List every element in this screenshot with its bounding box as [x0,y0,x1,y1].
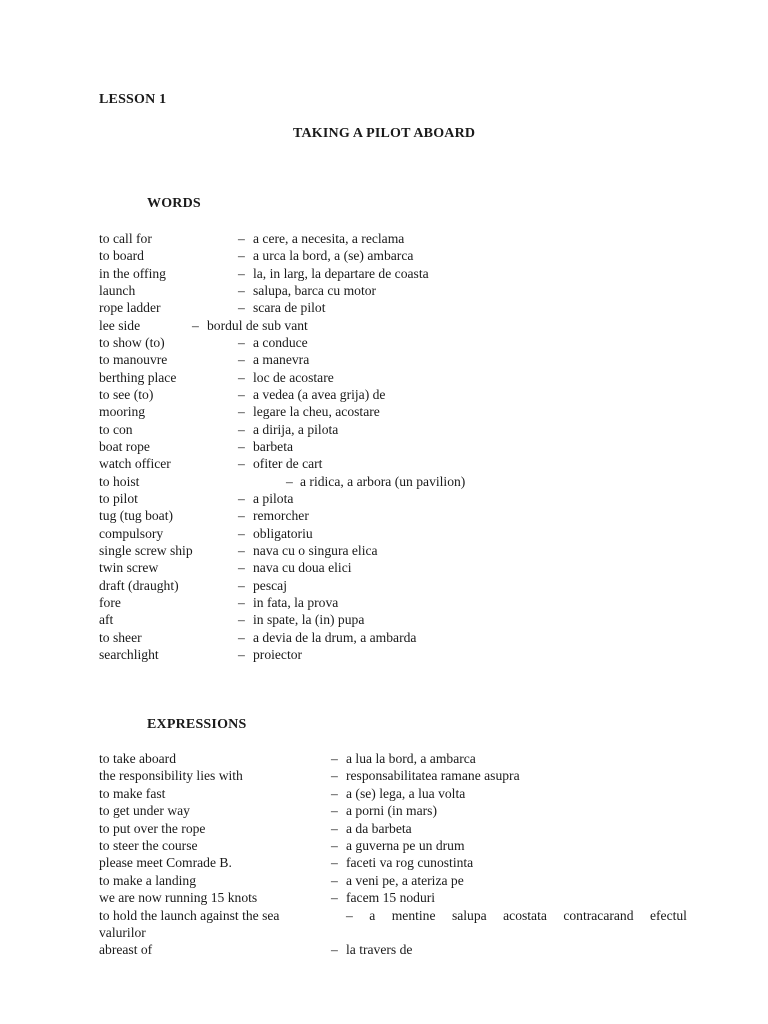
word-term: compulsory [99,525,164,541]
word-term: single screw ship [99,542,193,558]
word-definition: a cere, a necesita, a reclama [253,231,405,246]
word-dash: – [238,490,245,506]
expression-dash: – [331,785,338,801]
word-definition: proiector [253,646,303,662]
word-definition: a conduce [253,334,308,350]
word-row [0,456,768,473]
word-dash: – [238,334,245,350]
expression-dash: – [331,803,338,819]
word-definition: loc de acostare [253,369,334,385]
expression-dash: – [331,838,338,853]
word-term: lee side [99,317,141,333]
expression-dash: – [331,872,338,888]
expression-definition: a guverna pe un drum [346,838,465,853]
word-row [0,318,768,335]
word-definition: in spate, la (in) pupa [253,612,365,628]
document-title: TAKING A PILOT ABOARD [293,126,476,141]
expression-definition: a (se) lega, a lua volta [346,785,466,801]
expression-row [0,768,768,785]
word-definition: a urca la bord, a (se) ambarca [253,248,414,264]
expression-row [0,890,768,907]
word-term: in the offing [99,265,166,281]
expression-term: to hold the launch against the sea [99,907,280,923]
words-heading: WORDS [147,196,201,211]
word-definition: in fata, la prova [253,594,339,610]
word-row [0,335,768,352]
word-dash: – [238,594,245,610]
expression-row [0,786,768,803]
expression-definition-word: a [369,907,376,923]
expression-definition-word: contracarand [563,907,634,923]
expression-row [0,838,768,855]
word-definition: obligatoriu [253,525,313,541]
expression-definition: faceti va rog cunostinta [346,855,474,871]
expression-term: to put over the rope [99,820,206,836]
word-row [0,612,768,629]
word-row [0,474,768,491]
expression-row [0,821,768,838]
expression-dash: – [331,855,338,871]
word-definition: remorcher [253,508,309,524]
expression-definition: facem 15 noduri [346,890,436,906]
expression-definition-word: acostata [503,907,547,923]
word-term: to con [99,421,133,437]
word-dash: – [238,404,245,420]
word-term: to board [99,248,144,264]
expression-definition [346,908,687,924]
expression-row [0,873,768,890]
word-term: to hoist [99,473,140,489]
word-term: berthing place [99,369,177,385]
expression-definition-word: mentine [391,907,436,923]
word-dash: – [238,646,245,662]
word-row [0,300,768,317]
expression-term: to make a landing [99,872,197,888]
word-definition: pescaj [253,577,287,593]
expression-dash: – [331,890,338,906]
expression-term: please meet Comrade B. [99,855,232,871]
word-dash: – [238,265,245,281]
word-dash: – [238,248,245,264]
word-row [0,526,768,543]
word-row [0,422,768,439]
word-term: boat rope [99,438,150,454]
word-dash: – [238,525,245,541]
word-row [0,439,768,456]
word-row [0,560,768,577]
expression-term: the responsibility lies with [99,768,243,784]
word-term: tug (tug boat) [99,508,173,524]
word-definition: a devia de la drum, a ambarda [253,629,417,645]
word-row [0,508,768,525]
expression-definition: la travers de [346,942,413,958]
word-term: to see (to) [99,386,154,402]
word-dash: – [192,317,199,333]
expression-definition-word: salupa [451,907,487,923]
word-term: to sheer [99,629,142,645]
word-dash: – [238,282,245,298]
word-row [0,352,768,369]
word-definition: a dirija, a pilota [253,421,339,437]
expression-definition: a lua la bord, a ambarca [346,751,476,766]
word-row [0,370,768,387]
word-dash: – [286,473,293,489]
word-definition: la, in larg, la departare de coasta [253,265,429,281]
expression-dash: – [331,942,338,958]
word-definition: salupa, barca cu motor [253,282,377,298]
word-definition: a ridica, a arbora (un pavilion) [300,473,466,489]
expression-row [0,751,768,768]
word-dash: – [238,456,245,472]
word-term: twin screw [99,560,159,576]
word-dash: – [238,542,245,558]
expression-dash: – [331,751,338,766]
word-definition: bordul de sub vant [207,317,308,333]
expression-continuation [0,925,768,942]
word-definition: a manevra [253,352,310,368]
word-term: to manouvre [99,352,168,368]
word-dash: – [238,438,245,454]
word-definition: nava cu o singura elica [253,542,378,558]
word-term: launch [99,282,136,298]
word-term: rope ladder [99,300,161,316]
word-definition: a pilota [253,490,294,506]
expression-definition-word: efectul [649,907,687,923]
expression-definition-word: – [346,907,353,923]
word-row [0,578,768,595]
word-term: draft (draught) [99,577,179,593]
word-definition: ofiter de cart [253,456,323,472]
expression-term: to make fast [99,785,166,801]
word-dash: – [238,577,245,593]
word-dash: – [238,231,245,246]
word-dash: – [238,612,245,628]
word-row [0,491,768,508]
expression-definition: a da barbeta [346,820,412,836]
expression-definition: responsabilitatea ramane asupra [346,768,520,784]
expressions-heading: EXPRESSIONS [147,717,247,732]
expression-term: we are now running 15 knots [99,890,258,906]
word-row [0,630,768,647]
word-row [0,283,768,300]
expression-row [0,942,768,959]
expression-dash: – [331,768,338,784]
expression-term: to steer the course [99,838,198,853]
word-definition: barbeta [253,438,293,454]
expression-dash: – [331,820,338,836]
expression-row [0,803,768,820]
word-dash: – [238,421,245,437]
word-row [0,248,768,265]
word-row [0,404,768,421]
word-dash: – [238,508,245,524]
word-row [0,595,768,612]
word-term: searchlight [99,646,159,662]
word-term: to pilot [99,490,138,506]
word-term: aft [99,612,114,628]
word-term: watch officer [99,456,171,472]
word-dash: – [238,560,245,576]
word-definition: nava cu doua elici [253,560,352,576]
word-definition: scara de pilot [253,300,326,316]
lesson-label: LESSON 1 [99,92,167,107]
word-term: fore [99,594,121,610]
word-definition: legare la cheu, acostare [253,404,380,420]
expression-term: abreast of [99,942,153,958]
expression-definition: a veni pe, a ateriza pe [346,872,464,888]
expression-term: to take aboard [99,751,176,766]
word-dash: – [238,629,245,645]
word-row [0,647,768,664]
expression-continuation-text: valurilor [99,925,146,940]
word-term: to show (to) [99,334,165,350]
word-row [0,231,768,248]
word-dash: – [238,352,245,368]
word-dash: – [238,300,245,316]
expression-row [0,855,768,872]
word-row [0,543,768,560]
word-term: to call for [99,231,152,246]
expression-row [0,908,768,925]
expression-definition: a porni (in mars) [346,803,437,819]
word-dash: – [238,369,245,385]
word-row [0,266,768,283]
word-dash: – [238,386,245,402]
word-term: mooring [99,404,146,420]
word-row [0,387,768,404]
word-definition: a vedea (a avea grija) de [253,386,386,402]
expression-term: to get under way [99,803,190,819]
